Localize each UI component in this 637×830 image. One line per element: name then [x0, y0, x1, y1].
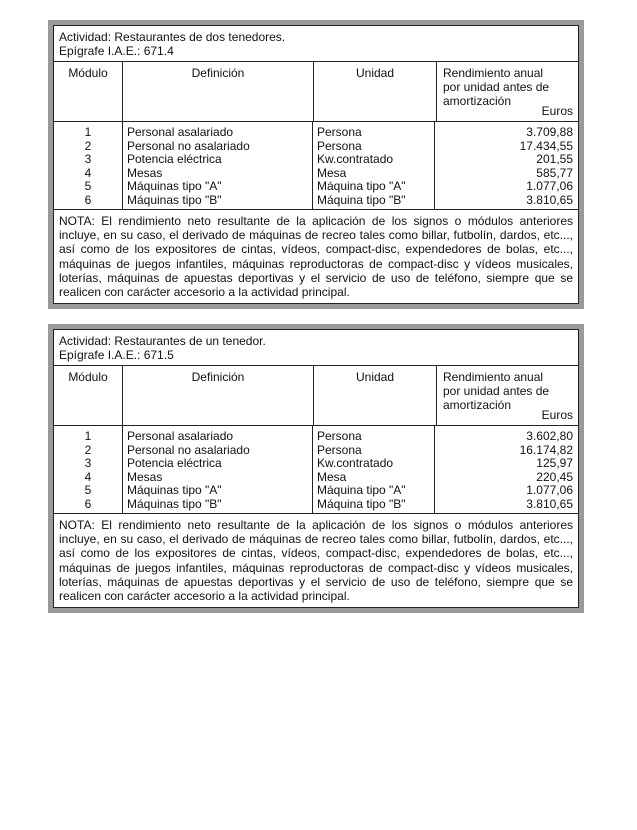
- cell-num: 5: [84, 483, 92, 497]
- header-rendimiento-line-3: amortización: [443, 398, 512, 412]
- column-definicion: [123, 122, 313, 209]
- cell-num: 6: [84, 496, 92, 511]
- cell-valor: 585,77: [536, 165, 573, 180]
- cell-valor: 3.810,65: [526, 496, 573, 511]
- cell-valor: 16.174,82: [519, 442, 573, 457]
- header-rendimiento-line-3: amortización: [443, 94, 512, 108]
- cell-num: 1: [84, 125, 92, 139]
- cell-def: Potencia eléctrica: [127, 456, 222, 470]
- cell-def: Mesas: [127, 165, 163, 180]
- column-definicion: [123, 426, 313, 513]
- cell-unidad: Persona: [317, 429, 362, 443]
- cell-def: Máquinas tipo "B": [127, 192, 222, 207]
- cell-unidad: Mesa: [317, 469, 347, 484]
- cell-num: 6: [84, 192, 92, 207]
- column-unidad: [313, 122, 435, 209]
- cell-def: Personal asalariado: [127, 429, 234, 443]
- cell-def: Máquinas tipo "A": [127, 483, 222, 497]
- cell-num: 1: [84, 429, 92, 443]
- epigrafe-label: Epígrafe I.A.E.: 671.4: [59, 44, 174, 58]
- header-rendimiento: [437, 366, 578, 425]
- cell-unidad: Persona: [317, 442, 362, 457]
- epigrafe-label: Epígrafe I.A.E.: 671.5: [59, 348, 174, 362]
- cell-valor: 3.810,65: [526, 192, 573, 207]
- cell-def: Personal no asalariado: [127, 138, 250, 153]
- cell-unidad: Máquina tipo "B": [317, 496, 406, 511]
- cell-num: 2: [84, 138, 92, 153]
- cell-def: Personal asalariado: [127, 125, 234, 139]
- cell-valor: 125,97: [536, 456, 573, 470]
- activity-title: Actividad: Restaurantes de un tenedor.: [59, 334, 266, 348]
- cell-unidad: Máquina tipo "B": [317, 192, 406, 207]
- cell-num: 3: [84, 456, 92, 470]
- cell-unidad: Kw.contratado: [317, 456, 394, 470]
- cell-unidad: Mesa: [317, 165, 347, 180]
- nota-text: NOTA: El rendimiento neto resultante de la aplicación de los signos o módulos anteriores incluye, en su caso, el derivado de máquinas de recreo tales como billar, futbolín, dardos, etc..., así como de los expositores de cintas, vídeos, compact-disc, expendedores de bolas, etc..., máquinas de juegos infantiles, máquinas reproductoras de compact-disc y vídeos musicales, loterías, máquinas de apuestas deportivas y el servicio de uso de teléfono, siempre que se realicen con carácter accesorio a la actividad principal.: [59, 214, 573, 300]
- cell-def: Personal no asalariado: [127, 442, 250, 457]
- cell-num: 5: [84, 179, 92, 193]
- column-modulo: [54, 122, 123, 209]
- header-rendimiento-line-1: Rendimiento anual: [443, 370, 544, 384]
- cell-def: Mesas: [127, 469, 163, 484]
- module-table-671-4: [48, 20, 584, 309]
- header-modulo: Módulo: [54, 366, 123, 425]
- cell-valor: 220,45: [536, 469, 573, 484]
- cell-unidad: Máquina tipo "A": [317, 179, 406, 193]
- table-title-block: [54, 330, 578, 366]
- cell-valor: 1.077,06: [526, 179, 573, 193]
- header-modulo: Módulo: [54, 62, 123, 121]
- cell-num: 2: [84, 442, 92, 457]
- header-euros: Euros: [541, 408, 573, 422]
- cell-num: 4: [84, 469, 92, 484]
- column-valor: [435, 426, 578, 513]
- cell-def: Máquinas tipo "B": [127, 496, 222, 511]
- cell-unidad: Máquina tipo "A": [317, 483, 406, 497]
- nota-text: NOTA: El rendimiento neto resultante de la aplicación de los signos o módulos anteriores incluye, en su caso, el derivado de máquinas de recreo tales como billar, futbolín, dardos, etc..., así como de los expositores de cintas, vídeos, compact-disc, expendedores de bolas, etc..., máquinas de juegos infantiles, máquinas reproductoras de compact-disc y vídeos musicales, loterías, máquinas de apuestas deportivas y el servicio de uso de teléfono, siempre que se realicen con carácter accesorio a la actividad principal.: [59, 518, 573, 604]
- header-rendimiento-line-2: por unidad antes de: [443, 384, 550, 398]
- table-title-block: [54, 26, 578, 62]
- cell-unidad: Persona: [317, 138, 362, 153]
- header-unidad: Unidad: [314, 62, 437, 121]
- cell-valor: 3.709,88: [526, 125, 573, 139]
- header-unidad: Unidad: [314, 366, 437, 425]
- header-euros: Euros: [541, 104, 573, 118]
- cell-num: 4: [84, 165, 92, 180]
- table-header: [54, 366, 578, 426]
- cell-num: 3: [84, 152, 92, 166]
- cell-valor: 201,55: [536, 152, 573, 166]
- column-valor: [435, 122, 578, 209]
- cell-unidad: Persona: [317, 125, 362, 139]
- cell-valor: 17.434,55: [519, 138, 573, 153]
- table-header: [54, 62, 578, 122]
- cell-def: Potencia eléctrica: [127, 152, 222, 166]
- column-modulo: [54, 426, 123, 513]
- activity-title: Actividad: Restaurantes de dos tenedores.: [59, 30, 286, 44]
- cell-unidad: Kw.contratado: [317, 152, 394, 166]
- column-unidad: [313, 426, 435, 513]
- header-definicion: Definición: [123, 62, 314, 121]
- cell-valor: 3.602,80: [526, 429, 573, 443]
- header-rendimiento: [437, 62, 578, 121]
- header-rendimiento-line-1: Rendimiento anual: [443, 66, 544, 80]
- module-table-671-5: [48, 324, 584, 613]
- cell-def: Máquinas tipo "A": [127, 179, 222, 193]
- header-rendimiento-line-2: por unidad antes de: [443, 80, 550, 94]
- table-body: [54, 122, 578, 210]
- table-body: [54, 426, 578, 514]
- cell-valor: 1.077,06: [526, 483, 573, 497]
- header-definicion: Definición: [123, 366, 314, 425]
